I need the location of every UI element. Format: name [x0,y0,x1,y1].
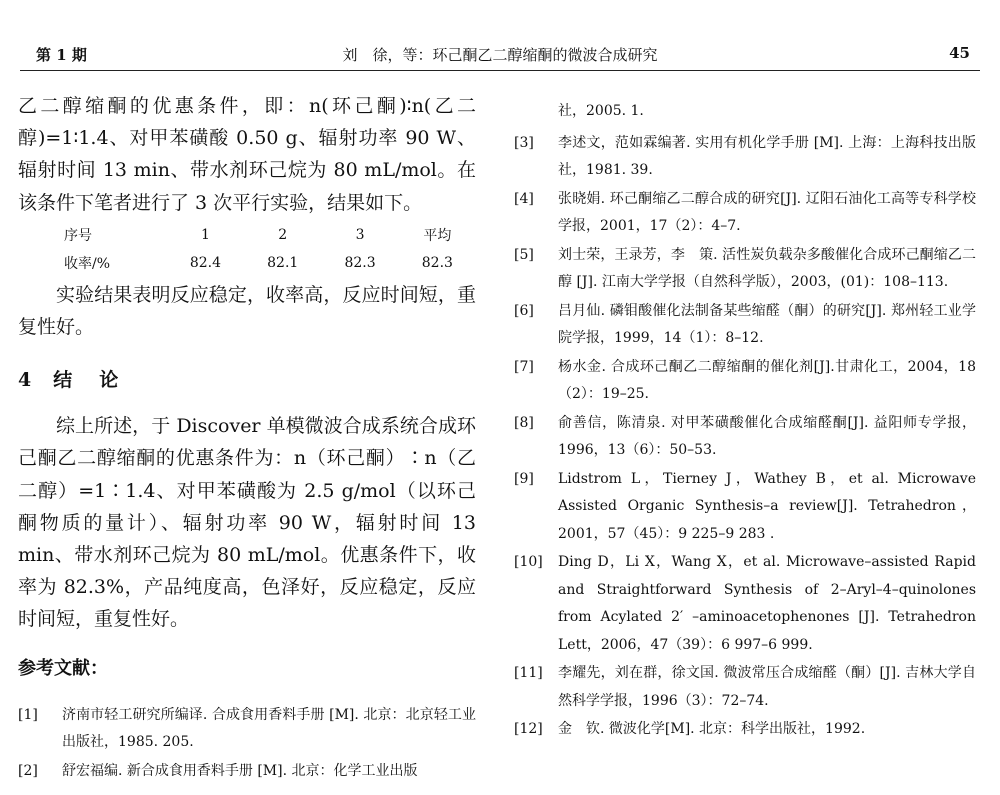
reference-item [514,242,976,297]
reference-item [514,716,976,744]
section-heading [18,365,476,392]
reference-number: [11] [514,665,543,681]
reference-item [18,758,476,786]
reference-list-left [18,702,476,786]
right-column [514,98,976,745]
column-header: 平均 [423,227,452,244]
reference-number: [3] [514,134,534,151]
issue-label: 第 1 期 [36,46,87,64]
reference-text: 俞善信，陈清泉. 对甲苯磺酸催化合成缩醛酮[J]. 益阳师专学报，1996，13（6）：50–53. [558,414,976,458]
reference-item [18,702,476,757]
reference-text: 金 钦. 微波化学[M]. 北京：科学出版社，1992. [558,721,866,737]
reference-number: [6] [514,302,534,319]
reference-list-right [514,130,976,744]
reference-text: 舒宏福编. 新合成食用香料手册 [M]. 北京：化学工业出版 [62,762,418,779]
reference-item [514,186,976,241]
reference-item [514,354,976,409]
reference-item [514,466,976,549]
reference-text: 济南市轻工研究所编译. 合成食用香料手册 [M]. 北京：北京轻工业出版社，1985. 205. [62,706,476,751]
references-heading: 参考文献： [18,657,108,679]
reference-text: 刘士荣，王录芳，李 策. 活性炭负载杂多酸催化合成环己酮缩乙二醇 [J]. 江南大学学报（自然科学版），2003，(01)：108–113. [558,246,976,290]
reference-number: [10] [514,554,543,570]
reference-number: [2] [18,762,38,779]
reference-number: [4] [514,190,534,207]
page-header [20,34,980,64]
table-cell: 82.3 [344,254,376,271]
reference-number: [7] [514,358,534,375]
reference-number: [12] [514,721,543,737]
table-row [44,249,476,277]
page-number: 45 [949,44,970,62]
reference-item [514,549,976,659]
table-row [44,221,476,249]
section-title: 结 论 [53,369,123,392]
column-header: 2 [278,226,288,243]
reference-text: 李述文，范如霖编著. 实用有机化学手册 [M]. 上海：上海科技出版社，1981. 39. [558,134,976,178]
results-table [44,221,476,277]
header-rule [20,70,980,71]
reference-number: [5] [514,246,534,263]
paragraph-conclusion: 综上所述，于 Discover 单模微波合成系统合成环己酮乙二醇缩酮的优惠条件为：n（环己酮）∶n（乙二醇）=1∶1.4、对甲苯磺酸为 2.5 g/mol（以环己酮物质的量计）、辐射功率 90 W，辐射时间 13 min、带水剂环己烷为 80 mL/mol。优惠条件下，收率为 82.3%，产品纯度高，色泽好，反应稳定，反应时间短，重复性好。 [18,415,476,631]
column-header: 3 [355,226,365,243]
reference-number: [9] [514,470,534,487]
table-cell: 82.1 [267,254,299,271]
left-column [18,90,476,786]
reference-item [514,130,976,185]
reference-continuation [514,98,976,126]
paragraph-conditions: 乙二醇缩酮的优惠条件，即：n(环己酮)∶n(乙二醇)=1∶1.4、对甲苯磺酸 0.50 g、辐射功率 90 W、辐射时间 13 min、带水剂环己烷为 80 mL/mol。在该条件下笔者进行了 3 次平行实验，结果如下。 [18,95,476,214]
reference-text: 杨水金. 合成环己酮乙二醇缩酮的催化剂[J].甘肃化工，2004，18（2）：19–25. [558,358,976,402]
row-label: 收率/% [64,255,111,272]
reference-item [514,660,976,715]
reference-text: 张晓娟. 环己酮缩乙二醇合成的研究[J]. 辽阳石油化工高等专科学校学报，2001，17（2）：4–7. [558,190,976,234]
reference-item [514,410,976,465]
reference-item [514,298,976,353]
table-cell: 82.4 [189,254,222,271]
section-number: 4 [18,369,36,392]
reference-number: [8] [514,414,534,431]
reference-text: Ding D，Li X，Wang X，et al. Microwave–assisted Rapid and Straightforward Synthesis of 2–Aryl–4–quinolones from Acylated 2′ –aminoacetophenones [J]. Tetrahedron Lett，2006，47（39）：6 997–6 999. [558,554,976,653]
row-label: 序号 [64,227,92,244]
running-title: 刘 徐，等：环己酮乙二醇缩酮的微波合成研究 [342,46,658,64]
reference-text: 社，2005. 1. [558,103,644,119]
reference-text: Lidstrom L，Tierney J，Wathey B，et al. Microwave Assisted Organic Synthesis–a review[J]. Tetrahedron，2001，57（45）：9 225–9 283 . [558,470,976,542]
reference-text: 李耀先，刘在群，徐文国. 微波常压合成缩醛（酮）[J]. 吉林大学自然科学学报，1996（3）：72–74. [558,665,976,709]
reference-number: [1] [18,706,38,723]
column-header: 1 [200,226,210,243]
paragraph-results: 实验结果表明反应稳定，收率高，反应时间短，重复性好。 [18,283,476,339]
table-cell: 82.3 [421,254,453,271]
reference-text: 吕月仙. 磷钼酸催化法制备某些缩醛（酮）的研究[J]. 郑州轻工业学院学报，1999，14（1）：8–12. [558,302,976,346]
